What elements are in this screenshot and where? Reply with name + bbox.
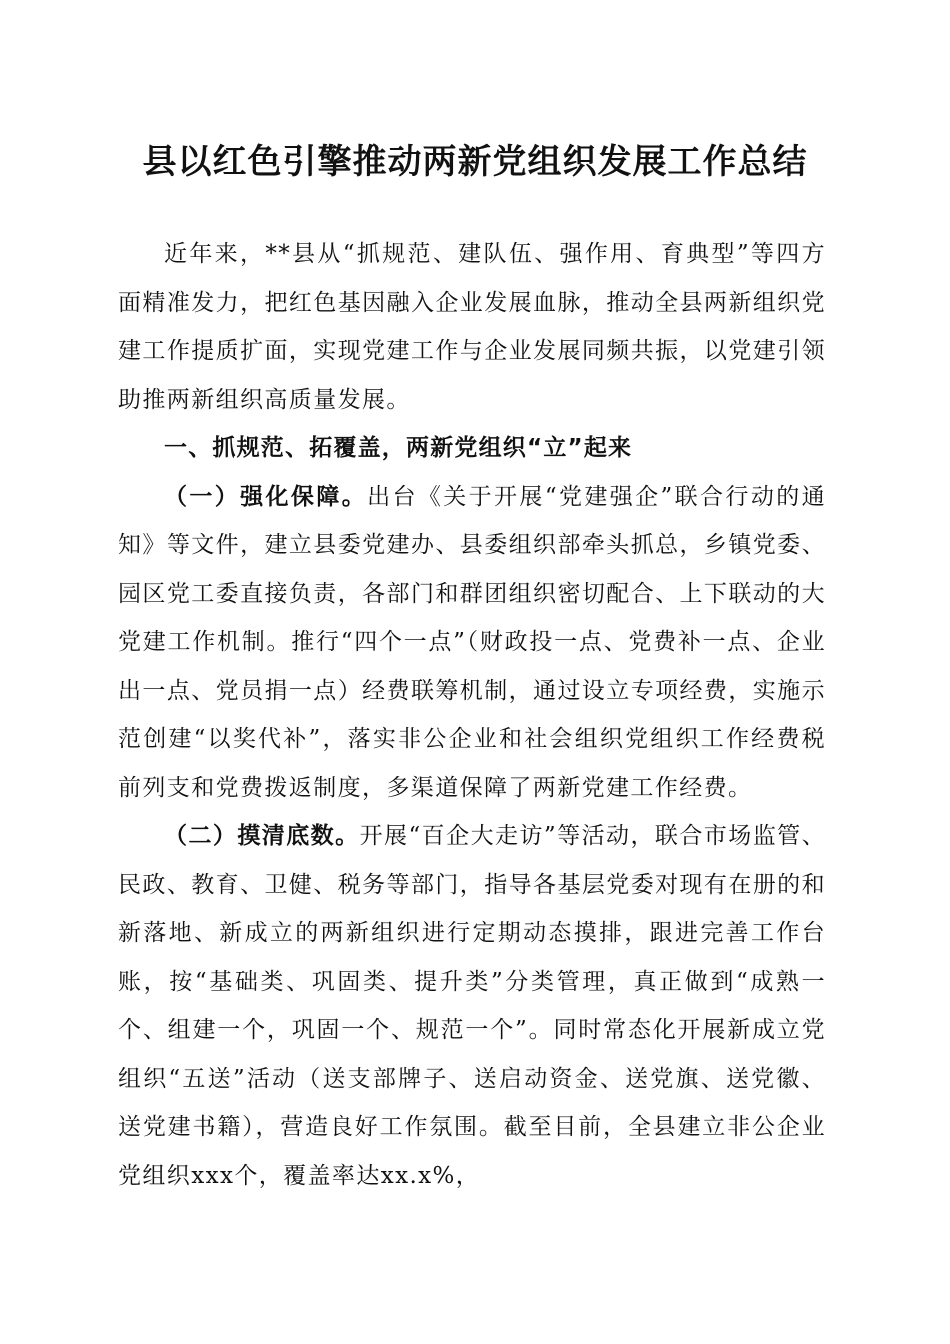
subsection-lead-1: （一）强化保障。: [164, 482, 368, 510]
subsection-text-1: 出台《关于开展“党建强企”联合行动的通知》等文件，建立县委党建办、县委组织部牵头抓总，乡镇党委、园区党工委直接负责，各部门和群团组织密切配合、上下联动的大党建工作机制。推行“四个一点”（财政投一点、党费补一点、企业出一点、党员捐一点）经费联筹机制，通过设立专项经费，实施示范创建“以奖代补”，落实非公企业和社会组织党组织工作经费税前列支和党费拨返制度，多渠道保障了两新党建工作经费。: [118, 483, 826, 801]
document-body: [118, 230, 826, 1200]
section-heading-1: 一、抓规范、拓覆盖，两新党组织“立”起来: [164, 435, 633, 461]
intro-paragraph: 近年来，**县从“抓规范、建队伍、强作用、育典型”等四方面精准发力，把红色基因融入企业发展血脉，推动全县两新组织党建工作提质扩面，实现党建工作与企业发展同频共振，以党建引领助推两新组织高质量发展。: [118, 241, 826, 413]
subsection-paragraph-1: [118, 473, 826, 813]
subsection-lead-2: （二）摸清底数。: [164, 822, 360, 849]
document-title: 县以红色引擎推动两新党组织发展工作总结: [142, 142, 808, 182]
subsection-text-2: 开展“百企大走访”等活动，联合市场监管、民政、教育、卫健、税务等部门，指导各基层党委对现有在册的和新落地、新成立的两新组织进行定期动态摸排，跟进完善工作台账，按“基础类、巩固类、提升类”分类管理，真正做到“成熟一个、组建一个，巩固一个、规范一个”。同时常态化开展新成立党组织“五送”活动（送支部牌子、送启动资金、送党旗、送党徽、送党建书籍），营造良好工作氛围。截至目前，全县建立非公企业党组织xxx个，覆盖率达xx.x%，: [118, 823, 826, 1189]
subsection-paragraph-2: [118, 812, 826, 1200]
